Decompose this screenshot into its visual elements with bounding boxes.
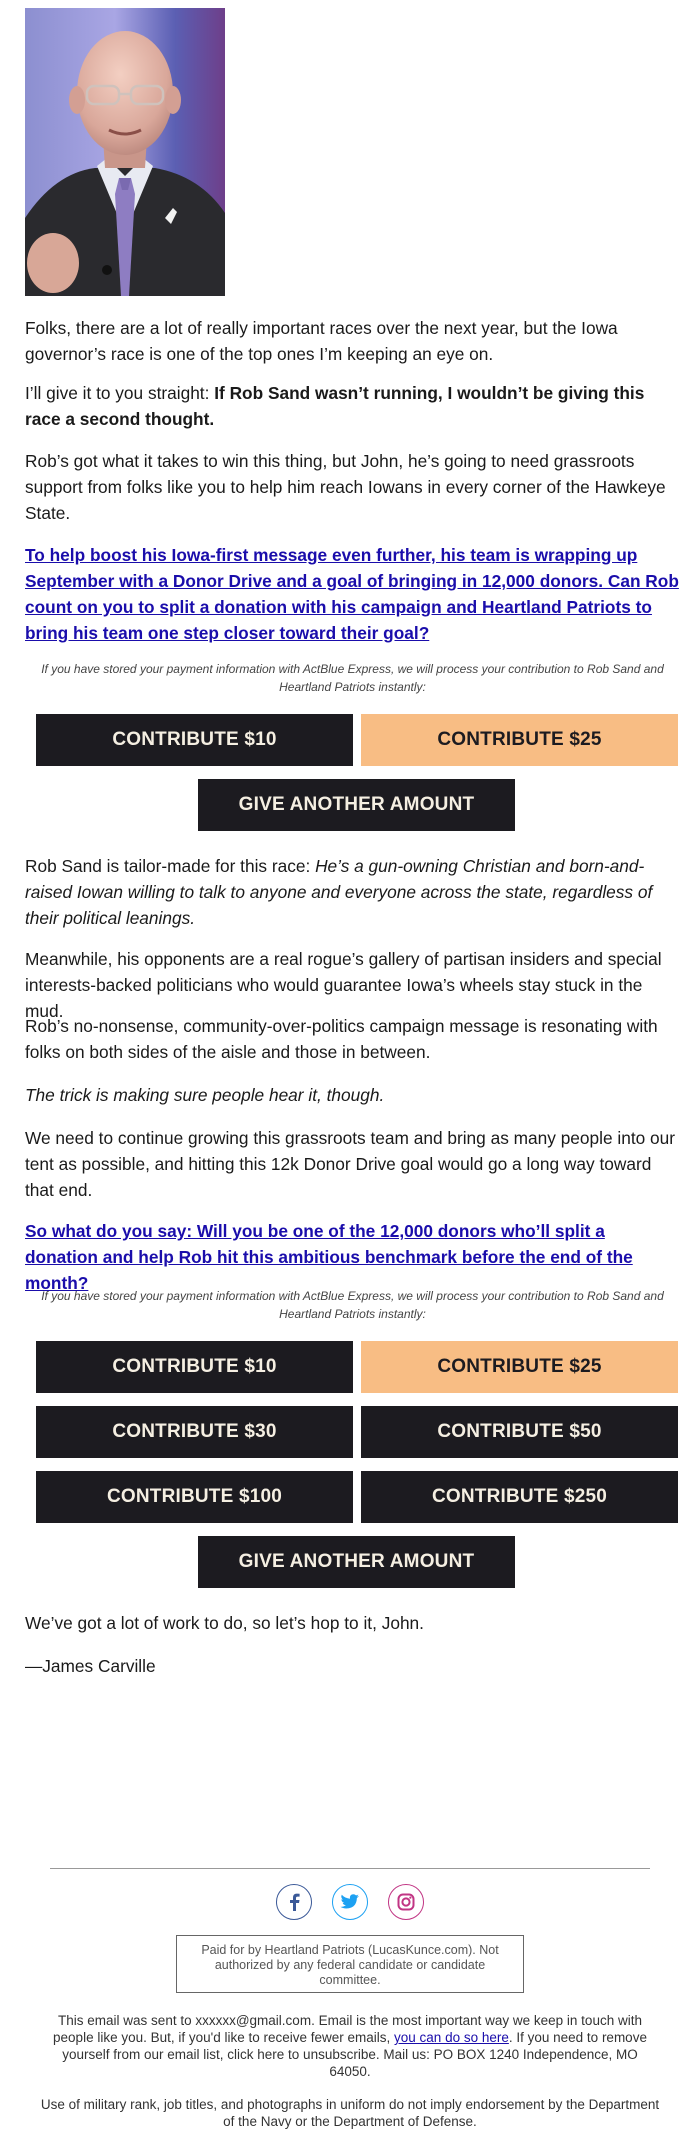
- paragraph-work: We’ve got a lot of work to do, so let’s hop to it, John.: [25, 1613, 424, 1633]
- contribute-25-button[interactable]: CONTRIBUTE $25: [361, 714, 678, 766]
- signoff: —James Carville: [25, 1656, 156, 1676]
- email-notice-pre: This email was sent to: [58, 2013, 196, 2028]
- instagram-icon[interactable]: [388, 1884, 424, 1920]
- portrait-photo: [25, 8, 225, 296]
- paragraph-tailor-made-italic: He’s a gun-owning Christian and born-and-raised Iowan willing to talk to anyone and everyone across the state, regardless of their political leanings.: [25, 856, 653, 928]
- paragraph-tailor-made: [25, 853, 680, 931]
- footer-divider: [50, 1868, 650, 1869]
- paragraph-message: Rob’s no-nonsense, community-over-politics campaign message is resonating with folks on both sides of the aisle and those in between.: [25, 1016, 658, 1062]
- paragraph-growing: We need to continue growing this grassroots team and bring as many people into our tent as possible, and hitting this 12k Donor Drive goal would go a long way toward that end.: [25, 1128, 676, 1200]
- paragraph-opponents: Meanwhile, his opponents are a real rogue’s gallery of partisan insiders and special interests-backed politicians who would guarantee Iowa’s wheels stay stuck in the mud.: [25, 949, 662, 1021]
- email-notice-post: . If you need to remove yourself from our email list, click here to unsubscribe. Mail us: PO BOX 1240 Independence, MO 64050.: [62, 2030, 647, 2079]
- paragraph-trick: [25, 1082, 680, 1108]
- actblue-note-2: If you have stored your payment information with ActBlue Express, we will process your contribution to Rob Sand and Heartland Patriots instantly:: [41, 1289, 664, 1321]
- paragraph-straight-intro: I’ll give it to you straight:: [25, 383, 215, 403]
- paid-for-disclaimer: Paid for by Heartland Patriots (LucasKunce.com). Not authorized by any federal candidate or candidate committee.: [176, 1935, 524, 1993]
- military-disclaimer: Use of military rank, job titles, and photographs in uniform do not imply endorsement by the Department of the Navy or the Department of Defense.: [40, 2097, 660, 2129]
- fewer-emails-link[interactable]: you can do so here: [394, 2030, 509, 2045]
- contribute-25-button-2[interactable]: CONTRIBUTE $25: [361, 1341, 678, 1393]
- paragraph-trick-italic: The trick is making sure people hear it, though.: [25, 1085, 385, 1105]
- paragraph-straight-bold: If Rob Sand wasn’t running, I wouldn’t be giving this race a second thought.: [25, 383, 645, 429]
- facebook-icon[interactable]: [276, 1884, 312, 1920]
- actblue-note: If you have stored your payment information with ActBlue Express, we will process your contribution to Rob Sand and Heartland Patriots instantly:: [41, 662, 664, 694]
- paragraph-intro: Folks, there are a lot of really important races over the next year, but the Iowa governor’s race is one of the top ones I’m keeping an eye on.: [25, 318, 618, 364]
- email-notice-mid: . Email is the most important way we keep in touch with people like you. But, if you'd like to receive fewer emails,: [53, 2013, 642, 2045]
- contribute-30-button[interactable]: CONTRIBUTE $30: [36, 1406, 353, 1458]
- contribute-250-button[interactable]: CONTRIBUTE $250: [361, 1471, 678, 1523]
- paragraph-grassroots: Rob’s got what it takes to win this thing, but John, he’s going to need grassroots support from folks like you to help him reach Iowans in every corner of the Hawkeye State.: [25, 451, 666, 523]
- donate-link-secondary[interactable]: So what do you say: Will you be one of the 12,000 donors who’ll split a donation and help Rob hit this ambitious benchmark before the end of the month?: [25, 1221, 633, 1293]
- contribute-10-button[interactable]: CONTRIBUTE $10: [36, 714, 353, 766]
- recipient-email: xxxxxx@gmail.com: [195, 2013, 312, 2028]
- contribute-50-button[interactable]: CONTRIBUTE $50: [361, 1406, 678, 1458]
- paragraph-straight: [25, 380, 680, 432]
- email-notice: [40, 2012, 660, 2080]
- paragraph-tailor-made-intro: Rob Sand is tailor-made for this race:: [25, 856, 316, 876]
- twitter-icon[interactable]: [332, 1884, 368, 1920]
- donate-link-primary[interactable]: To help boost his Iowa-first message even further, his team is wrapping up September with a Donor Drive and a goal of bringing in 12,000 donors. Can Rob count on you to split a donation with his campaign and Heartland Patriots to bring his team one step closer toward their goal?: [25, 545, 679, 643]
- give-another-amount-button[interactable]: GIVE ANOTHER AMOUNT: [198, 779, 515, 831]
- contribute-100-button[interactable]: CONTRIBUTE $100: [36, 1471, 353, 1523]
- contribute-10-button-2[interactable]: CONTRIBUTE $10: [36, 1341, 353, 1393]
- give-another-amount-button-2[interactable]: GIVE ANOTHER AMOUNT: [198, 1536, 515, 1588]
